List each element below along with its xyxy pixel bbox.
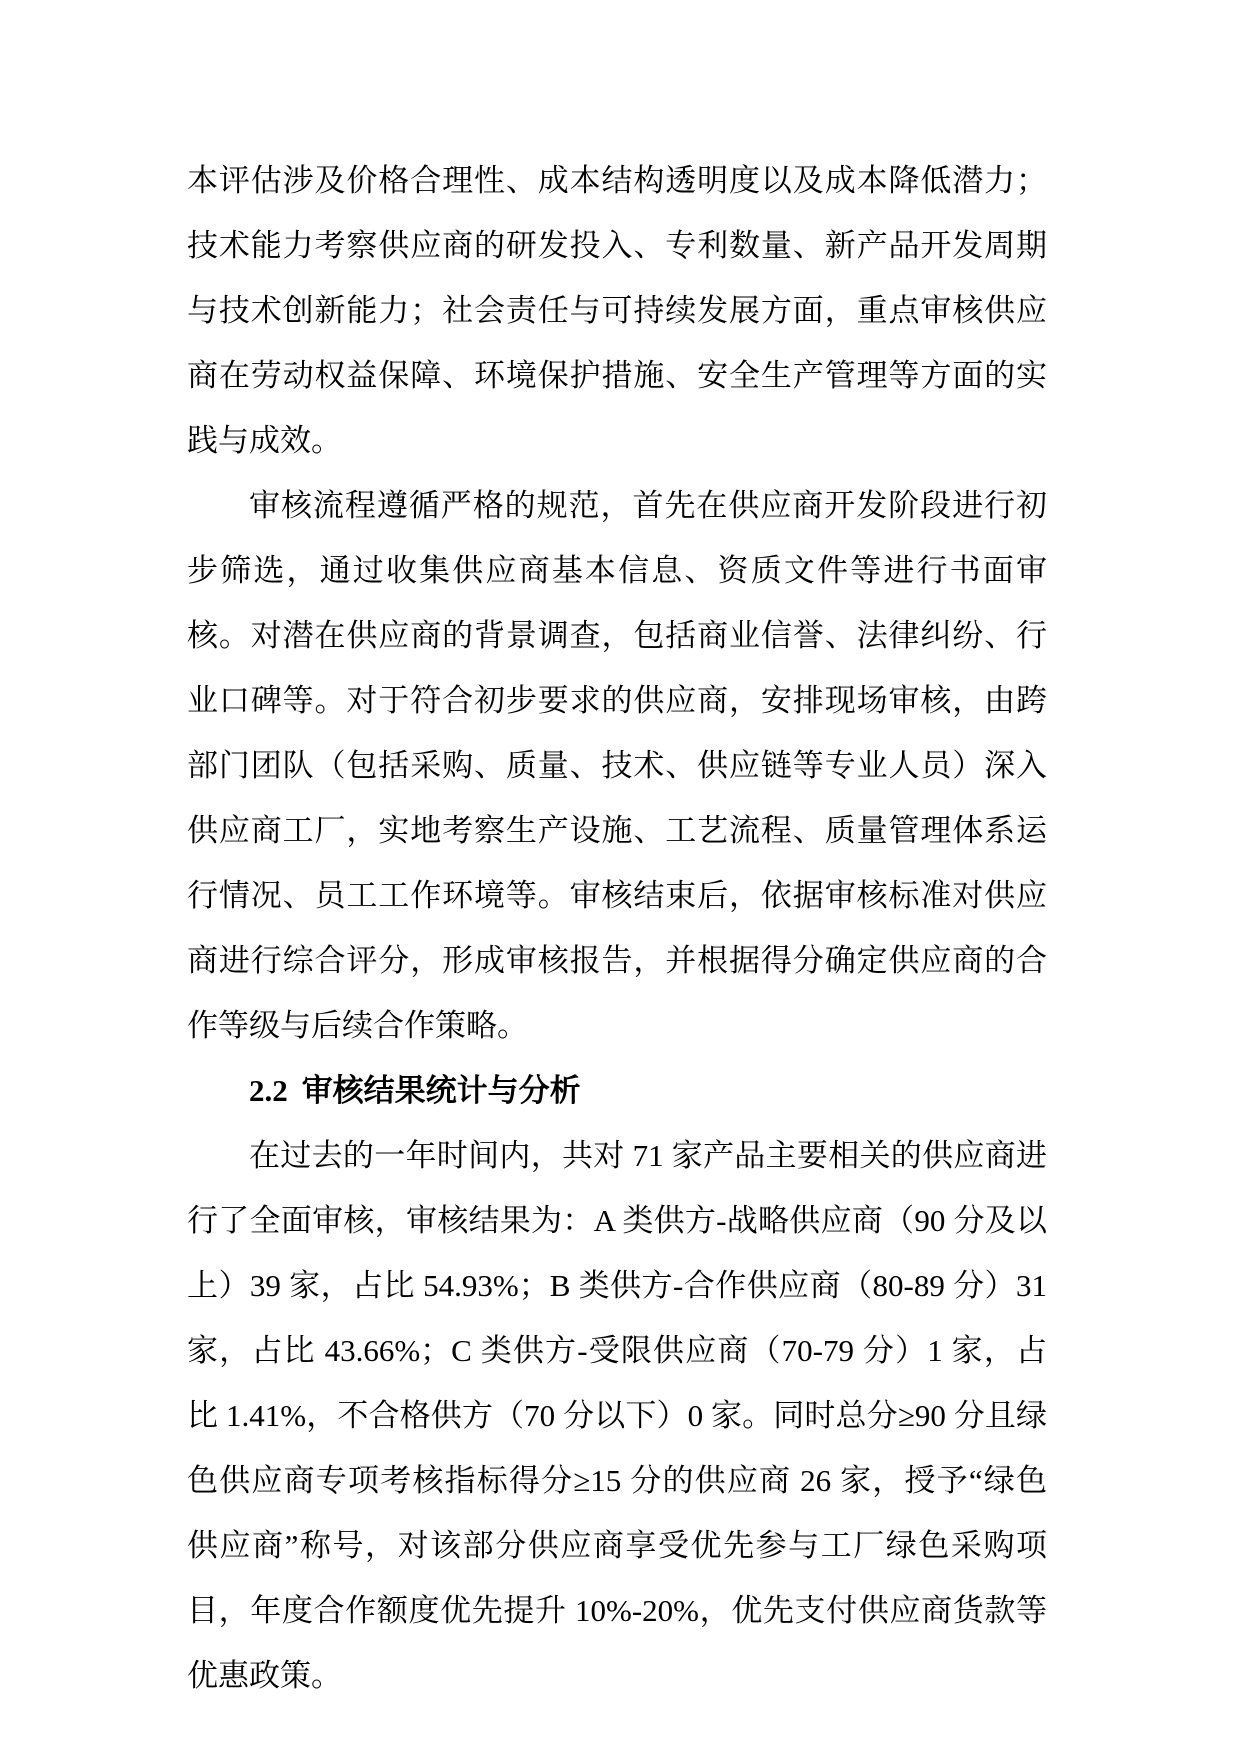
paragraph-evaluation-dimensions: 本评估涉及价格合理性、成本结构透明度以及成本降低潜力；技术能力考察供应商的研发投入、专利数量、新产品开发周期与技术创新能力；社会责任与可持续发展方面，重点审核供应商在劳动权益保障、环境保护措施、安全生产管理等方面的实践与成效。 [187, 163, 1047, 458]
section-title: 审核结果统计与分析 [301, 1073, 581, 1108]
section-number: 2.2 [249, 1073, 288, 1108]
page-text-block [187, 148, 1047, 1708]
paragraph-audit-results-statistics: 在过去的一年时间内，共对 71 家产品主要相关的供应商进行了全面审核，审核结果为：A 类供方-战略供应商（90 分及以上）39 家，占比 54.93%；B 类供方-合作供应商（80-89 分）31 家，占比 43.66%；C 类供方-受限供应商（70-79 分）1 家，占比 1.41%，不合格供方（70 分以下）0 家。同时总分≥90 分且绿色供应商专项考核指标得分≥15 分的供应商 26 家，授予“绿色供应商”称号，对该部分供应商享受优先参与工厂绿色采购项目，年度合作额度优先提升 10%-20%，优先支付供应商货款等优惠政策。 [187, 1138, 1047, 1693]
section-heading [187, 1058, 1047, 1123]
paragraph-audit-process: 审核流程遵循严格的规范，首先在供应商开发阶段进行初步筛选，通过收集供应商基本信息、资质文件等进行书面审核。对潜在供应商的背景调查，包括商业信誉、法律纠纷、行业口碑等。对于符合初步要求的供应商，安排现场审核，由跨部门团队（包括采购、质量、技术、供应链等专业人员）深入供应商工厂，实地考察生产设施、工艺流程、质量管理体系运行情况、员工工作环境等。审核结束后，依据审核标准对供应商进行综合评分，形成审核报告，并根据得分确定供应商的合作等级与后续合作策略。 [187, 488, 1047, 1043]
